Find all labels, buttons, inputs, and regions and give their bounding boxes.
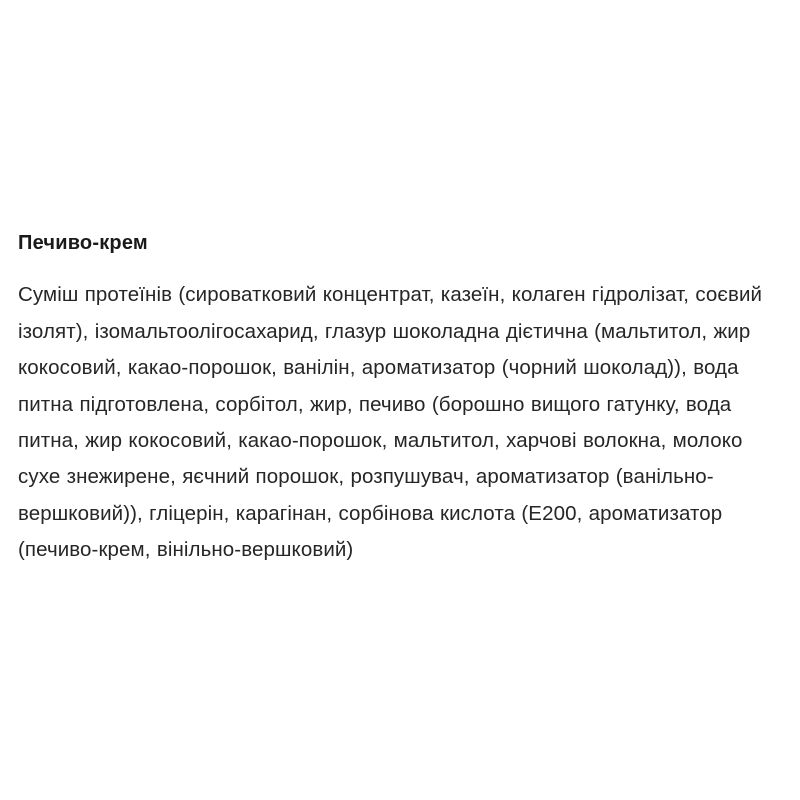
document-content [18, 231, 780, 569]
ingredients-paragraph: Суміш протеїнів (сироватковий концентрат, казеїн, колаген гідролізат, соєвий ізолят), ізомальтоолігосахарид, глазур шоколадна дієтична (мальтитол, жир кокосовий, какао-порошок, ванілін, ароматизатор (чорний шоколад)), вода питна підготовлена, сорбітол, жир, печиво (борошно вищого гатунку, вода питна, жир кокосовий, какао-порошок, мальтитол, харчові волокна, молоко сухе знежирене, яєчний порошок, розпушувач, ароматизатор (ванільно-вершковий)), гліцерін, карагінан, сорбінова кислота (Е200, ароматизатор (печиво-крем, вінільно-вершковий) [18, 283, 763, 562]
product-title: Печиво-крем [18, 232, 148, 255]
